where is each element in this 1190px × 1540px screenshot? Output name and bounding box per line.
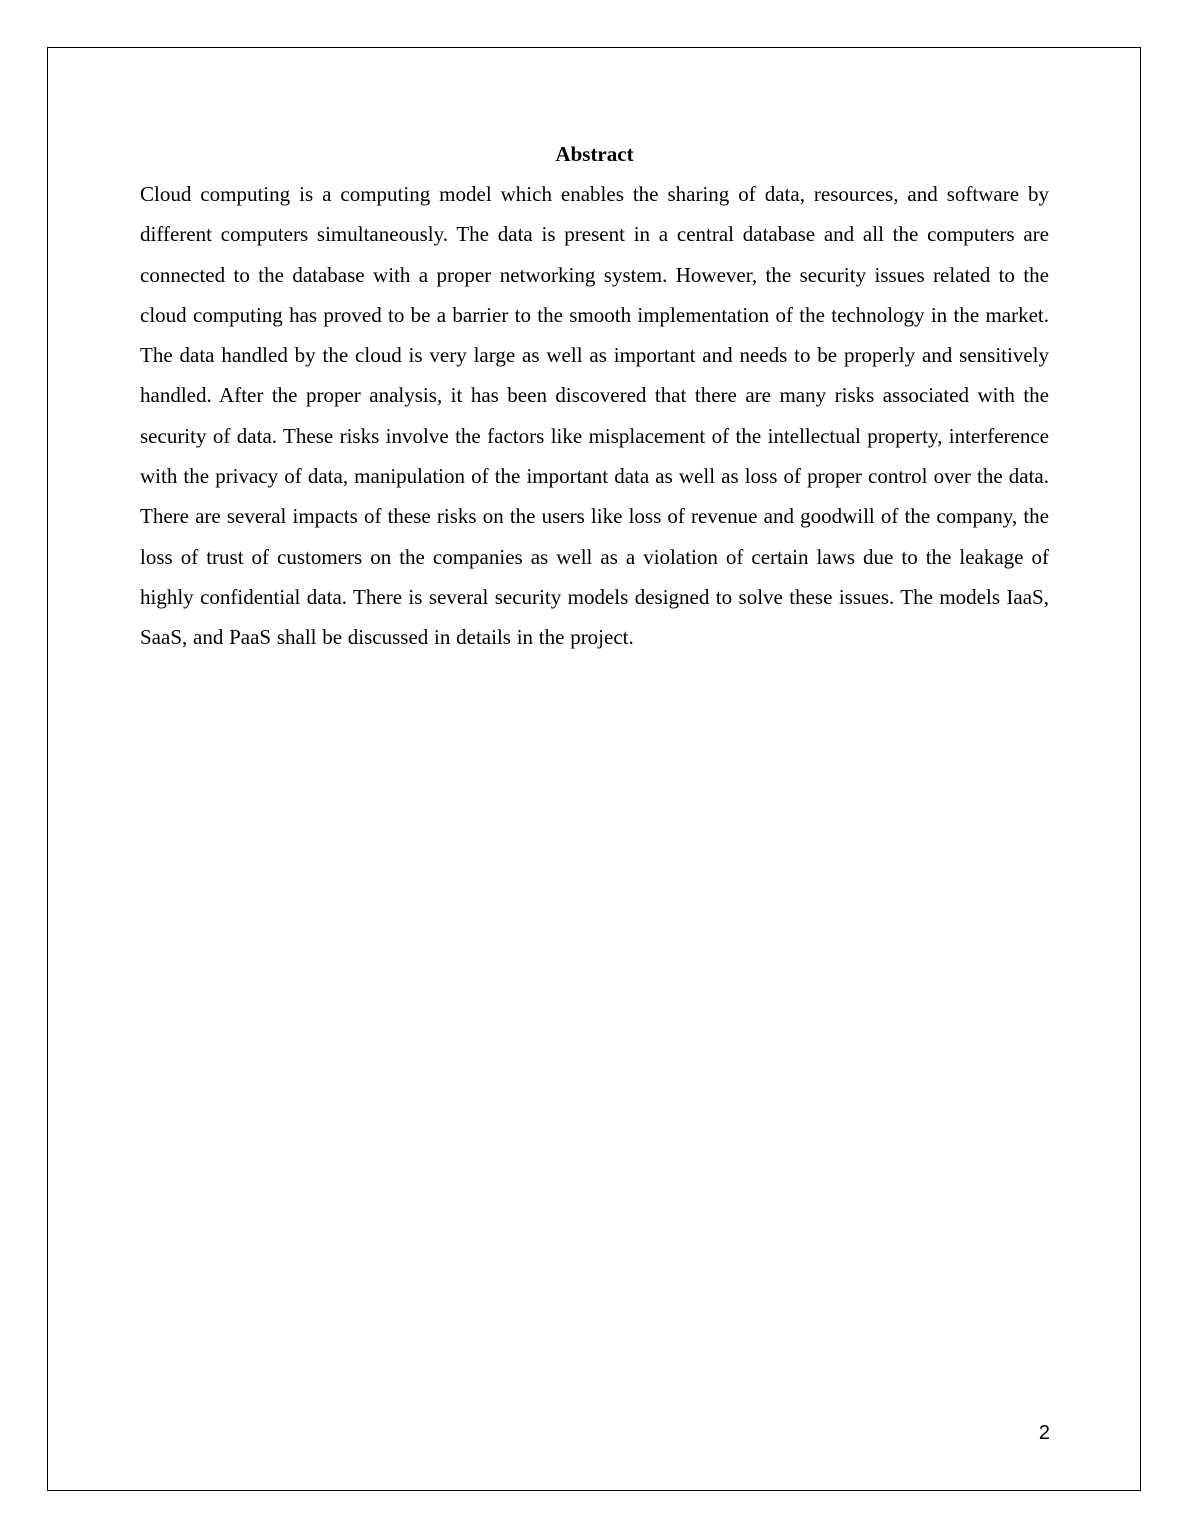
page-title: Abstract <box>555 142 634 166</box>
page-content <box>140 138 1049 658</box>
page-number: 2 <box>1038 1422 1050 1444</box>
abstract-paragraph: Cloud computing is a computing model which enables the sharing of data, resources, and software by different computers simultaneously. The data is present in a central database and all the computers are connected to the database with a proper networking system. However, the security issues related to the cloud computing has proved to be a barrier to the smooth implementation of the technology in the market. The data handled by the cloud is very large as well as important and needs to be properly and sensitively handled. After the proper analysis, it has been discovered that there are many risks associated with the security of data. These risks involve the factors like misplacement of the intellectual property, interference with the privacy of data, manipulation of the important data as well as loss of proper control over the data. There are several impacts of these risks on the users like loss of revenue and goodwill of the company, the loss of trust of customers on the companies as well as a violation of certain laws due to the leakage of highly confidential data. There is several security models designed to solve these issues. The models IaaS, SaaS, and PaaS shall be discussed in details in the project. <box>140 182 1049 650</box>
